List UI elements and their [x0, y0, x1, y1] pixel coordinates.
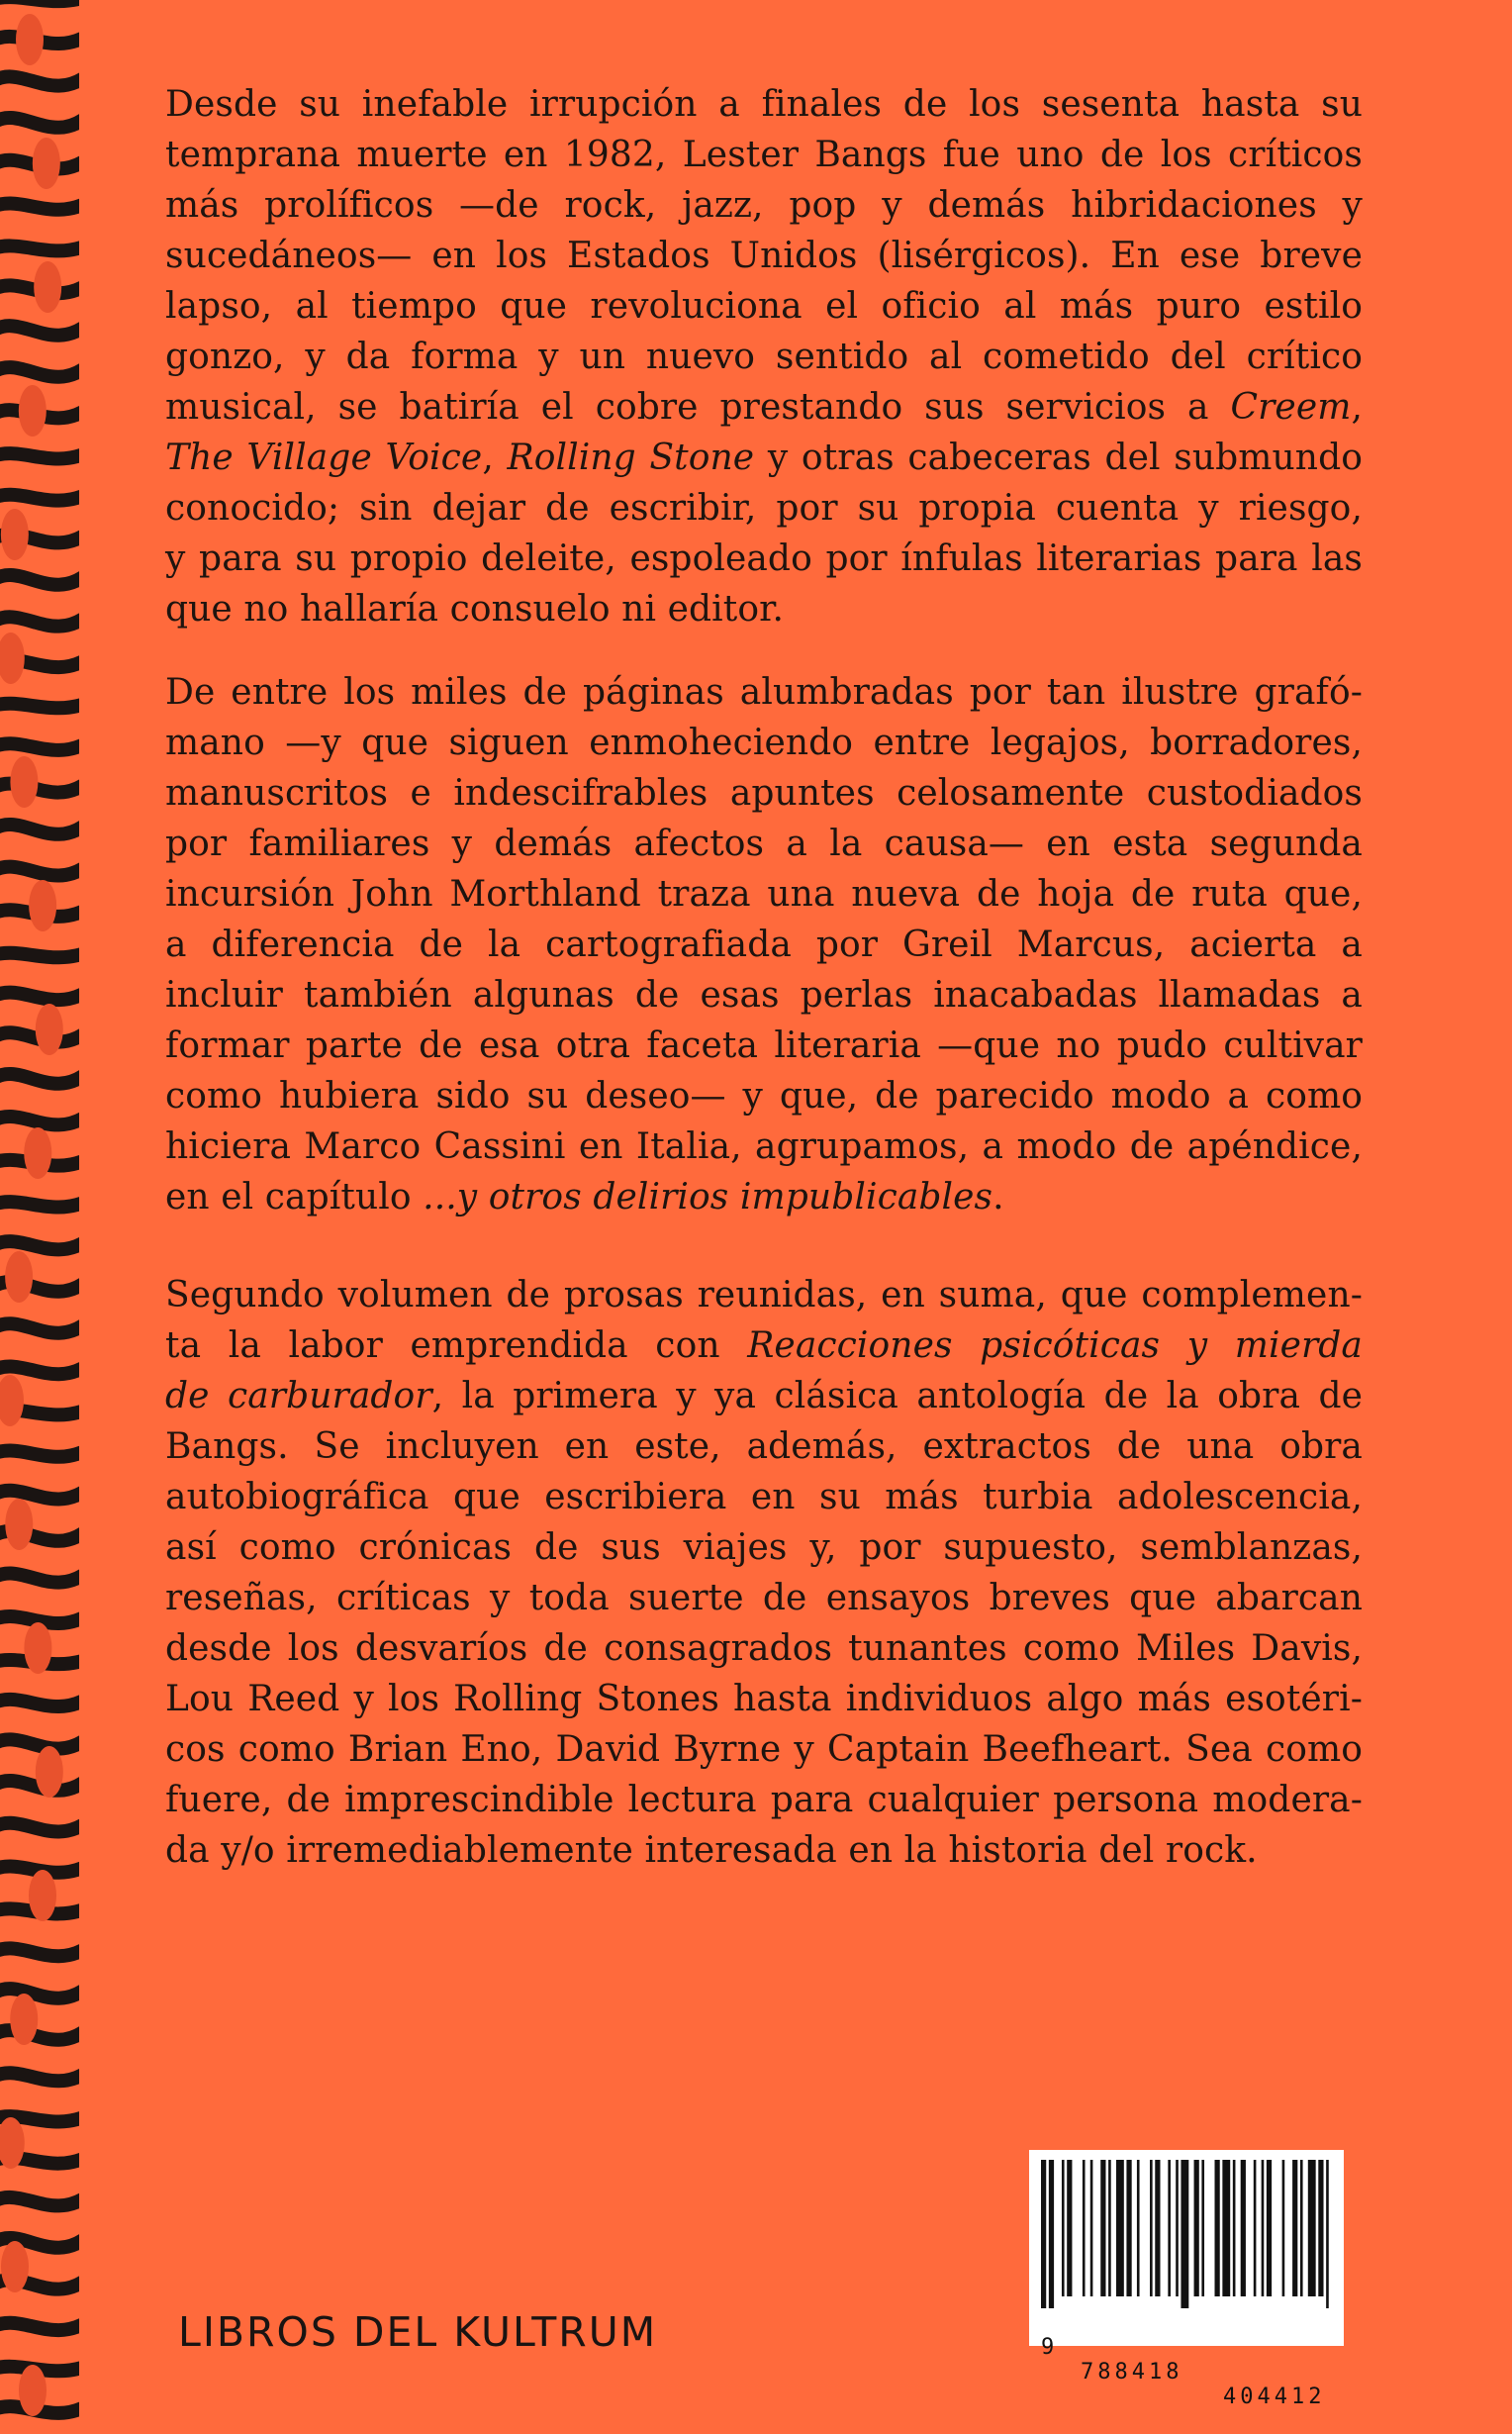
barcode-right-digits: 404412	[1223, 2385, 1326, 2409]
text-run: , la primera y ya clásica antología de la obra de	[431, 1376, 1363, 1416]
book-title: Reacciones psicóticas y mierda	[747, 1325, 1363, 1366]
text-line: lapso, al tiempo que revoluciona el oficio al más puro estilo	[165, 286, 1363, 327]
text-line: temprana muerte en 1982, Lester Bangs fue uno de los críticos	[165, 135, 1363, 175]
barcode-digits	[1029, 2310, 1344, 2434]
spine-blob	[33, 138, 60, 189]
spine-stripe	[0, 741, 79, 749]
barcode-bar	[1318, 2160, 1323, 2296]
barcode-lead-digit: 9	[1041, 2335, 1055, 2360]
barcode-bar	[1201, 2160, 1204, 2296]
text-line: fuere, de imprescindible lectura para cualquier persona modera-	[165, 1780, 1363, 1820]
text-line: Segundo volumen de prosas reunidas, en suma, que complemen-	[165, 1275, 1363, 1315]
barcode-bar	[1126, 2160, 1131, 2296]
spine-blob	[16, 14, 44, 65]
spine-stripe	[0, 1449, 79, 1457]
barcode-bar	[1181, 2160, 1188, 2308]
barcode-bar	[1049, 2160, 1054, 2308]
spine-blob	[36, 1004, 63, 1055]
text-line: manuscritos e indescifrables apuntes celosamente custodiados	[165, 773, 1363, 814]
barcode-bar	[1241, 2160, 1246, 2296]
text-line: y para su propio deleite, espoleado por ínfulas literarias para las	[165, 538, 1363, 579]
barcode-bar	[1222, 2160, 1230, 2296]
barcode-bar	[1215, 2160, 1220, 2296]
text-line	[165, 382, 1363, 433]
spine-blob	[10, 1994, 38, 2045]
spine-blob	[10, 756, 38, 808]
text-line: hiciera Marco Cassini en Italia, agrupamos, a modo de apéndice,	[165, 1126, 1363, 1167]
barcode-bar	[1168, 2160, 1171, 2296]
barcode-bar	[1100, 2160, 1105, 2296]
text-run: musical, se batiría el cobre prestando sus servicios a	[165, 387, 1209, 428]
text-line: por familiares y demás afectos a la causa— en esta segunda	[165, 824, 1363, 864]
spine-stripe	[0, 202, 79, 210]
spine-stripe	[0, 1698, 79, 1706]
text-line: desde los desvaríos de consagrados tunantes como Miles Davis,	[165, 1628, 1363, 1669]
text-line: conocido; sin dejar de escribir, por su propia cuenta y riesgo,	[165, 488, 1363, 529]
spine-stripe	[0, 1201, 79, 1208]
text-line: da y/o irremediablemente interesada en la historia del rock.	[165, 1830, 1258, 1871]
spine-blob	[36, 1746, 63, 1798]
barcode-bar	[1116, 2160, 1124, 2296]
barcode-bars	[1041, 2160, 1334, 2308]
barcode-bar	[1233, 2160, 1236, 2296]
text-line: a diferencia de la cartografiada por Greil Marcus, acierta a	[165, 925, 1363, 965]
magazine-title-creem: Creem	[1230, 387, 1352, 428]
second-paragraph	[165, 667, 1363, 1222]
magazine-title-village-voice: The Village Voice	[165, 438, 483, 478]
spine-blob	[29, 1870, 56, 1921]
intro-paragraph	[165, 79, 1363, 634]
barcode-bar	[1062, 2160, 1065, 2296]
text-line: más prolíficos —de rock, jazz, pop y demás hibridaciones y	[165, 185, 1363, 226]
spine-stripe	[0, 1614, 79, 1623]
text-line	[165, 433, 1363, 483]
text-run: ,	[1351, 387, 1364, 428]
barcode-bar	[1262, 2160, 1265, 2296]
barcode-bar	[1300, 2160, 1303, 2296]
text-run: ta la labor emprendida con	[165, 1325, 748, 1366]
text-line: incursión John Morthland traza una nueva de hoja de ruta que,	[165, 874, 1363, 915]
third-paragraph	[165, 1270, 1363, 1876]
barcode-bar	[1176, 2160, 1179, 2296]
barcode-bar	[1292, 2160, 1297, 2296]
spine-blob	[24, 1127, 51, 1179]
barcode-bar	[1108, 2160, 1111, 2296]
barcode-bar	[1137, 2160, 1140, 2296]
chapter-title: ...y otros delirios impublicables	[423, 1177, 993, 1217]
barcode-bar	[1254, 2160, 1257, 2296]
text-line: autobiográfica que escribiera en su más turbia adolescencia,	[165, 1477, 1363, 1517]
barcode-bar	[1155, 2160, 1160, 2296]
text-line: incluir también algunas de esas perlas inacabadas llamadas a	[165, 975, 1363, 1016]
barcode-bar	[1041, 2160, 1046, 2308]
text-run: .	[992, 1177, 1004, 1217]
magazine-title-rolling-stone: Rolling Stone	[507, 438, 755, 478]
spine-blob	[5, 1499, 33, 1550]
publisher-name: LIBROS DEL KULTRUM	[178, 2308, 658, 2356]
text-run: ,	[482, 438, 508, 478]
barcode-bar	[1150, 2160, 1153, 2296]
spine-blob	[5, 1251, 33, 1303]
barcode-bar	[1267, 2160, 1272, 2296]
spine-blob	[34, 261, 61, 313]
text-line: reseñas, críticas y toda suerte de ensayos breves que abarcan	[165, 1578, 1363, 1618]
text-run: y otras cabeceras del submundo	[754, 438, 1364, 478]
spine-blob	[24, 1622, 51, 1674]
barcode-bar	[1090, 2160, 1093, 2296]
text-line: que no hallaría consuelo ni editor.	[165, 589, 785, 630]
barcode-bar	[1326, 2160, 1329, 2308]
text-line	[165, 1320, 1363, 1371]
text-run: en el capítulo	[165, 1177, 424, 1217]
text-line: Desde su inefable irrupción a finales de los sesenta hasta su	[165, 84, 1363, 125]
text-line: mano —y que siguen enmoheciendo entre legajos, borradores,	[165, 723, 1363, 763]
spine-blob	[1, 509, 29, 560]
spine-blob	[19, 2365, 47, 2416]
text-line	[165, 1172, 1363, 1222]
text-line: sucedáneos— en los Estados Unidos (lisérgicos). En ese breve	[165, 236, 1363, 276]
spine-stripe	[0, 493, 79, 500]
spine-stripe	[0, 952, 79, 958]
text-line: Bangs. Se incluyen en este, además, extractos de una obra	[165, 1426, 1363, 1467]
spine-blob	[19, 385, 47, 437]
spine-stripe	[0, 452, 79, 459]
text-line: así como crónicas de sus viajes y, por supuesto, semblanzas,	[165, 1527, 1363, 1568]
spine-stripe	[0, 0, 79, 1]
text-line: cos como Brian Eno, David Byrne y Captain Beefheart. Sea como	[165, 1729, 1363, 1770]
text-line: como hubiera sido su deseo— y que, de parecido modo a como	[165, 1076, 1363, 1117]
text-line: De entre los miles de páginas alumbradas por tan ilustre grafó-	[165, 672, 1363, 713]
book-title-cont: de carburador	[165, 1376, 432, 1416]
spine-stripe	[0, 703, 79, 709]
barcode-bar	[1083, 2160, 1086, 2296]
spine-blob	[29, 880, 56, 931]
text-line: Lou Reed y los Rolling Stones hasta individuos algo más esotéri-	[165, 1679, 1363, 1719]
barcode-bar	[1067, 2160, 1072, 2296]
barcode-bar	[1194, 2160, 1199, 2296]
spine-stripe	[0, 244, 79, 250]
text-line: gonzo, y da forma y un nuevo sentido al cometido del crítico	[165, 337, 1363, 377]
barcode-bar	[1308, 2160, 1316, 2296]
barcode-bar	[1282, 2160, 1285, 2296]
isbn-barcode	[1029, 2150, 1344, 2409]
spine-blob	[1, 2241, 29, 2292]
barcode-left-digits: 788418	[1081, 2360, 1183, 2385]
spine-wave-pattern	[0, 0, 79, 2427]
text-line	[165, 1371, 1363, 1421]
text-line: formar parte de esa otra faceta literaria —que no pudo cultivar	[165, 1025, 1363, 1066]
